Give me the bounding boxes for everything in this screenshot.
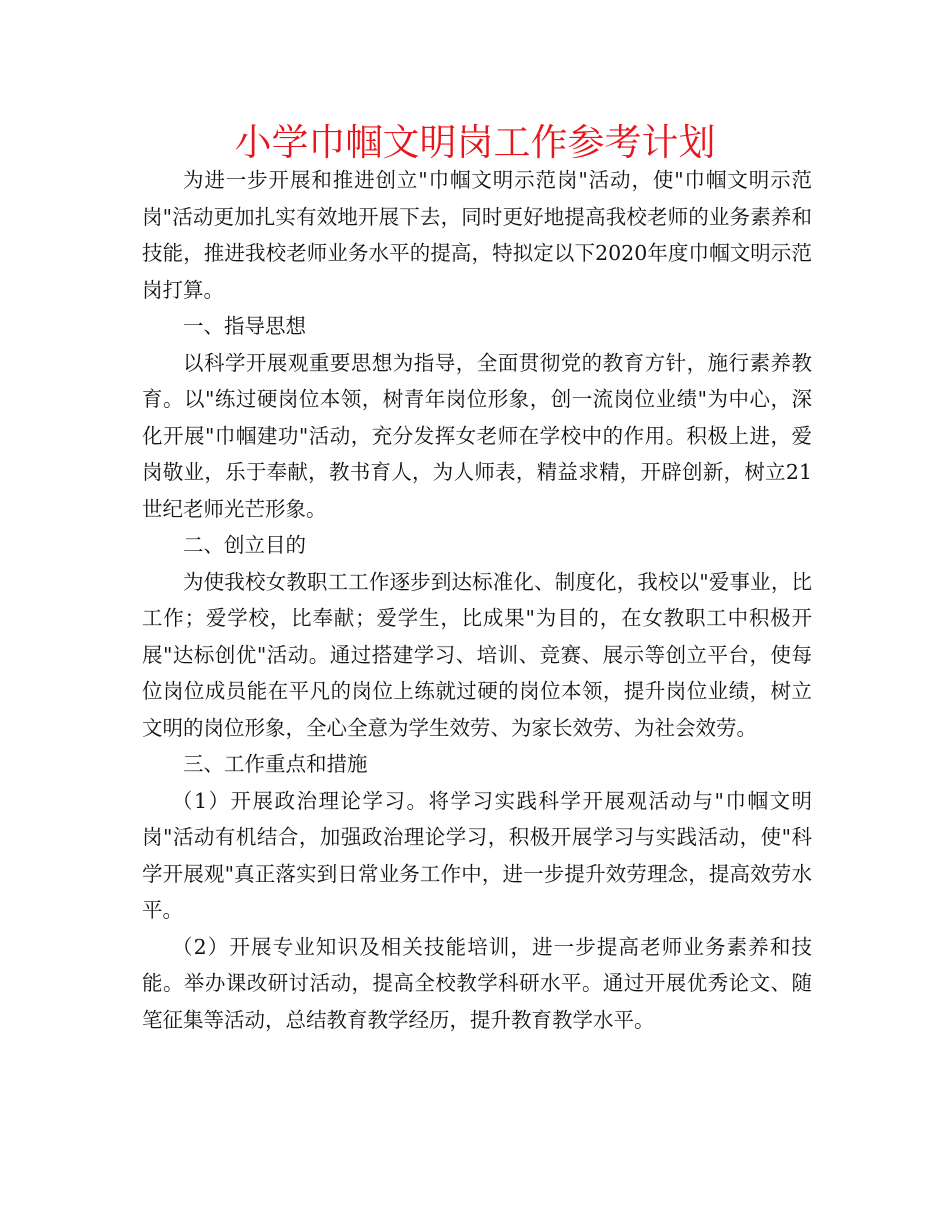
- document-body: [142, 162, 812, 1038]
- section-heading-key-work: 三、工作重点和措施: [183, 752, 368, 776]
- key-work-item-2: （2）开展专业知识及相关技能培训，进一步提高老师业务素养和技能。举办课改研讨活动，提高全校教学科研水平。通过开展优秀论文、随笔征集等活动，总结教育教学经历，提升教育教学水平。: [142, 934, 812, 1032]
- purpose-paragraph: 为使我校女教职工工作逐步到达标准化、制度化，我校以"爱事业，比工作；爱学校，比奉献；爱学生，比成果"为目的，在女教职工中积极开展"达标创优"活动。通过搭建学习、培训、竞赛、展示等创立平台，使每位岗位成员能在平凡的岗位上练就过硬的岗位本领，提升岗位业绩，树立文明的岗位形象，全心全意为学生效劳、为家长效劳、为社会效劳。: [142, 569, 812, 740]
- guiding-ideology-paragraph: 以科学开展观重要思想为指导，全面贯彻党的教育方针，施行素养教育。以"练过硬岗位本领，树青年岗位形象，创一流岗位业绩"为中心，深化开展"巾帼建功"活动，充分发挥女老师在学校中的作用。积极上进，爱岗敬业，乐于奉献，教书育人，为人师表，精益求精，开辟创新，树立21世纪老师光芒形象。: [142, 350, 812, 521]
- document-title: 小学巾帼文明岗工作参考计划: [234, 121, 716, 164]
- intro-paragraph: 为进一步开展和推进创立"巾帼文明示范岗"活动，使"巾帼文明示范岗"活动更加扎实有效地开展下去，同时更好地提高我校老师的业务素养和技能，推进我校老师业务水平的提高，特拟定以下2020年度巾帼文明示范岗打算。: [142, 168, 812, 302]
- section-heading-guiding-ideology: 一、指导思想: [183, 314, 306, 338]
- section-heading-purpose: 二、创立目的: [183, 533, 306, 557]
- key-work-item-1: （1）开展政治理论学习。将学习实践科学开展观活动与"巾帼文明岗"活动有机结合，加强政治理论学习，积极开展学习与实践活动，使"科学开展观"真正落实到日常业务工作中，进一步提升效劳理念，提高效劳水平。: [142, 788, 812, 922]
